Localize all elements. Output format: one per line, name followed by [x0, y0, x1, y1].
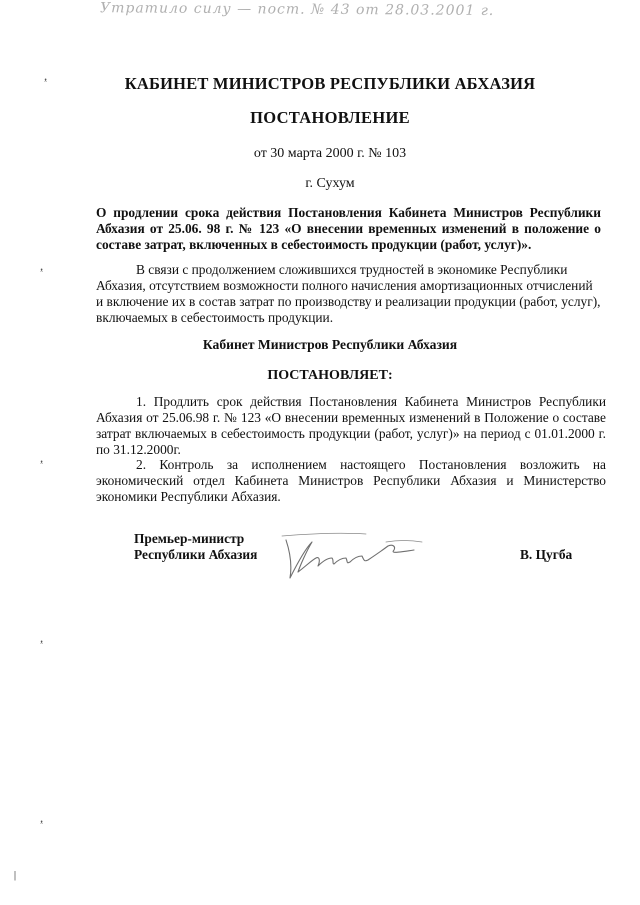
margin-mark: ᵜ	[40, 266, 44, 277]
margin-mark: ᵜ	[40, 458, 44, 469]
margin-mark: ᵜ	[40, 818, 44, 829]
city-line: г. Сухум	[305, 176, 355, 191]
margin-mark: ᵜ	[44, 76, 48, 87]
issuing-authority: КАБИНЕТ МИНИСТРОВ РЕСПУБЛИКИ АБХАЗИЯ	[124, 74, 536, 93]
resolution-item-1: 1. Продлить срок действия Постановления Кабинета Министров Республики Абхазия от 25.06.98 г. № 123 «О внесении временных изменений в Положение о составе затрат включаемых в себестоимость продукции (работ, услуг)» на период с 01.01.2000 г. по 31.12.2000г.	[96, 394, 606, 457]
subject-heading: О продлении срока действия Постановления Кабинета Министров Республики Абхазия от 25.06. 98 г. № 123 «О внесении временных изменений в положение о составе затрат, включенных в себестоимость продукции (работ, услуг)».	[96, 205, 601, 252]
preamble-paragraph: В связи с продолжением сложившихся трудностей в экономике Республики Абхазия, отсутствием возможности полного начисления амортизационных отчислений и включение их в состав затрат по производству и реализации продукции (работ, услуг), включаемых в себестоимость продукции.	[96, 262, 601, 325]
signatory-title-line-1: Премьер-министр	[134, 531, 245, 546]
handwritten-signature	[276, 522, 426, 584]
signatory-title-line-2: Республики Абхазия	[134, 547, 258, 562]
document-type-heading: ПОСТАНОВЛЕНИЕ	[250, 108, 410, 127]
margin-mark: ᵜ	[40, 638, 44, 649]
resolution-item-2: 2. Контроль за исполнением настоящего Постановления возложить на экономический отдел Кабинета Министров Республики Абхазия и Министерство экономики Республики Абхазия.	[96, 457, 606, 504]
signatory-name: В. Цугба	[520, 547, 573, 562]
signatory-title	[134, 531, 257, 563]
margin-mark: |	[14, 870, 17, 881]
resolves-heading: ПОСТАНОВЛЯЕТ:	[267, 368, 393, 383]
handwritten-annotation: Утратило силу — пост. № 43 от 28.03.2001 г.	[99, 0, 495, 19]
date-number-line: от 30 марта 2000 г. № 103	[253, 146, 407, 161]
cabinet-line: Кабинет Министров Республики Абхазия	[202, 337, 458, 352]
